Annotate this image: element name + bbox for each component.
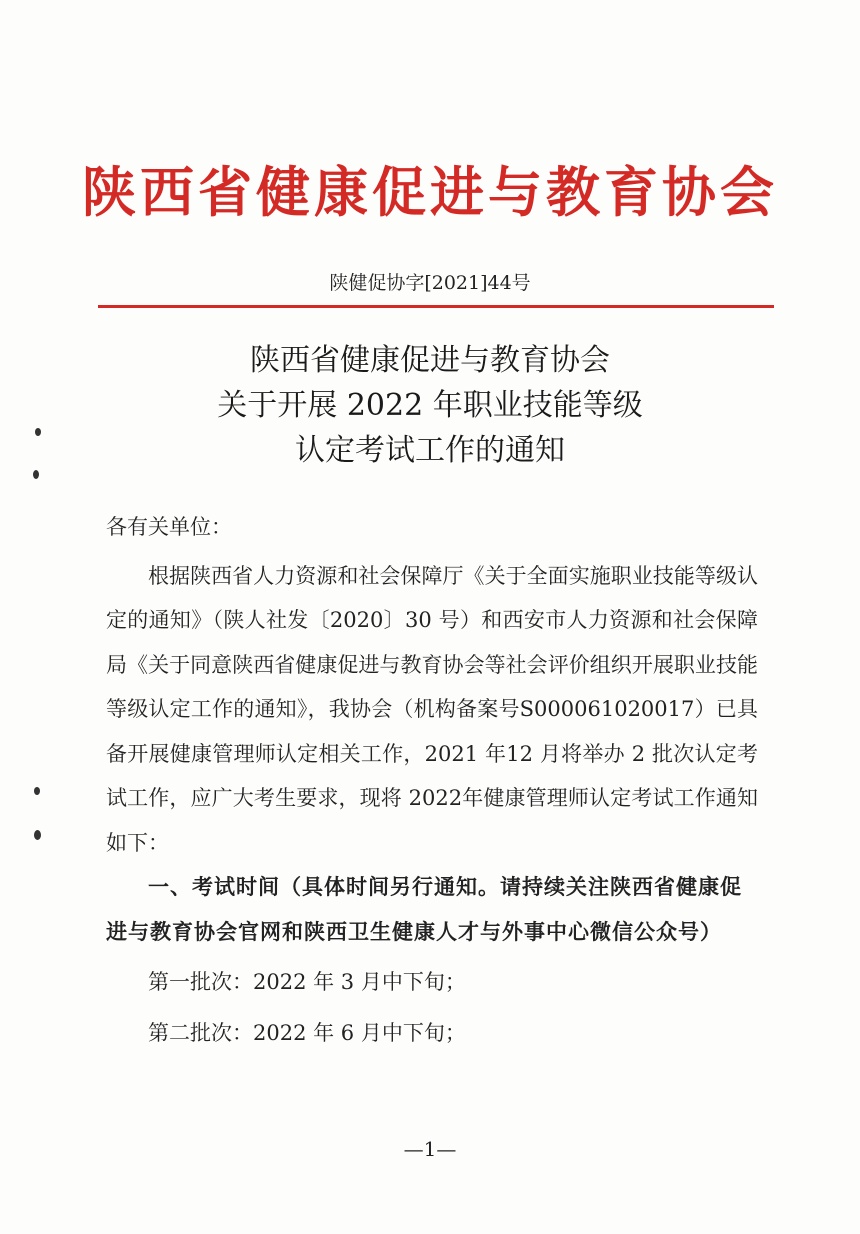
batch-2-line: 第二批次：2022 年 6 月中下旬； [148, 1020, 466, 1045]
punch-mark-1 [35, 428, 41, 436]
page-number: —1— [403, 1137, 457, 1161]
notice-title-line-1: 陕西省健康促进与教育协会 [250, 343, 610, 378]
notice-title [0, 338, 860, 473]
document-number: 陕健促协字[2021]44号 [329, 272, 531, 294]
notice-title-line-3: 认定考试工作的通知 [295, 433, 565, 468]
body-paragraph-1: 根据陕西省人力资源和社会保障厅《关于全面实施职业技能等级认定的通知》（陕人社发〔2020〕30 号）和西安市人力资源和社会保障局《关于同意陕西省健康促进与教育协会等社会评价组织开展职业技能等级认定工作的通知》，我协会（机构备案号S000061020017）已具备开展健康管理师认定相关工作，2021 年12 月将举办 2 批次认定考试工作，应广大考生要求，现将 2022年健康管理师认定考试工作通知如下： [106, 563, 758, 855]
section-1-heading: 一、考试时间（具体时间另行通知。请持续关注陕西省健康促进与教育协会官网和陕西卫生健康人才与外事中心微信公众号） [106, 874, 742, 944]
red-divider-line [98, 305, 774, 308]
notice-body [106, 505, 758, 1055]
punch-mark-3 [34, 787, 40, 795]
organization-header-title: 陕西省健康促进与教育协会 [82, 161, 778, 224]
batch-1-line: 第一批次：2022 年 3 月中下旬； [148, 970, 466, 994]
addressee: 各有关单位： [106, 515, 232, 539]
punch-mark-2 [33, 470, 39, 479]
notice-title-line-2: 关于开展 2022 年职业技能等级 [217, 388, 643, 423]
punch-mark-4 [34, 830, 41, 840]
